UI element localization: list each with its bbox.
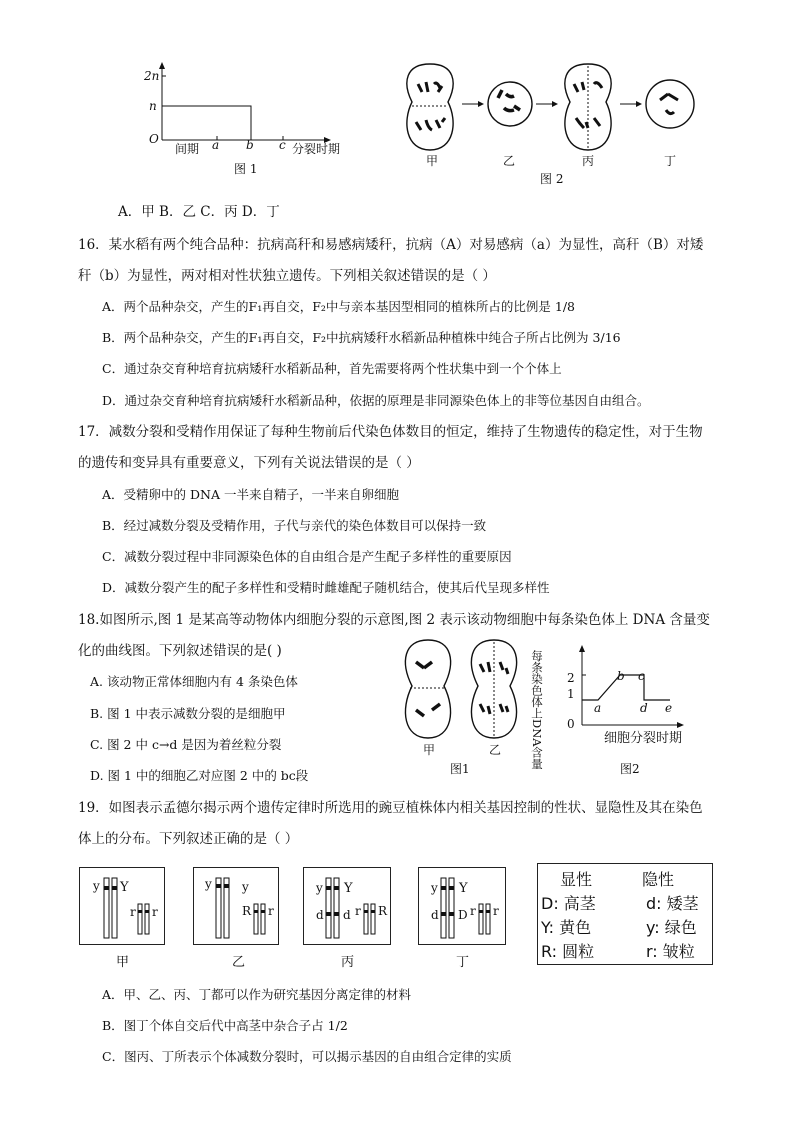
q18-fig1-cell-b: 乙 bbox=[489, 743, 502, 757]
fig1-x-a: a bbox=[212, 138, 220, 152]
fig2-cell-label-2: 乙 bbox=[503, 154, 516, 168]
q18-option-b: B. 图 1 中表示减数分裂的是细胞甲 bbox=[90, 706, 286, 721]
legend-header-dominant: 显性 bbox=[560, 870, 593, 889]
box-2-gene-2: y bbox=[242, 880, 249, 894]
q18-fig2-point-e: e bbox=[665, 701, 673, 715]
fig1-axes bbox=[155, 62, 355, 142]
q18-fig2-y1: 1 bbox=[567, 687, 575, 701]
q18-stem-line-1: 18.如图所示,图 1 是某高等动物体内细胞分裂的示意图,图 2 表示该动物细胞中每条染色体上 DNA 含量变 bbox=[78, 612, 710, 628]
q18-fig1-drawing bbox=[398, 640, 528, 740]
legend-header-recessive: 隐性 bbox=[642, 870, 675, 889]
box-4-gene-6: r bbox=[493, 904, 499, 918]
box-2-gene-3: R bbox=[242, 904, 252, 918]
fig2-cell-label-3: 丙 bbox=[582, 154, 595, 168]
q19-stem-line-2: 体上的分布。下列叙述正确的是（ ） bbox=[78, 831, 299, 847]
fig1-x-b: b bbox=[246, 138, 254, 152]
box-3-gene-6: R bbox=[378, 904, 388, 918]
q19-stem-line-1: 19．如图表示孟德尔揭示两个遗传定律时所选用的豌豆植株体内相关基因控制的性状、显隐性及其在染色 bbox=[78, 800, 703, 816]
box-4-gene-1: y bbox=[431, 881, 438, 895]
q18-fig2-point-c: c bbox=[638, 669, 645, 683]
box-1-label: 甲 bbox=[116, 955, 130, 970]
q16-option-c: C．通过杂交育种培育抗病矮秆水稻新品种，首先需要将两个性状集中到一个个体上 bbox=[102, 361, 562, 376]
q19-option-c: C．图丙、丁所表示个体减数分裂时，可以揭示基因的自由组合定律的实质 bbox=[102, 1049, 512, 1064]
box-1-gene-3: r bbox=[130, 905, 136, 919]
genotype-box-3 bbox=[303, 867, 391, 945]
q18-fig1-caption: 图1 bbox=[450, 762, 470, 776]
q17-option-a: A．受精卵中的 DNA 一半来自精子，一半来自卵细胞 bbox=[102, 487, 399, 502]
q16-option-a: A．两个品种杂交，产生的F₁再自交，F₂中与亲本基因型相同的植株所占的比例是 1/8 bbox=[102, 299, 575, 314]
box-2-label: 乙 bbox=[232, 955, 246, 970]
q18-fig2-point-d: d bbox=[640, 701, 648, 715]
fig1-origin: O bbox=[149, 132, 159, 146]
legend-row-2-recessive: y: 绿色 bbox=[646, 918, 697, 937]
q18-fig1-cell-a: 甲 bbox=[423, 743, 436, 757]
fig1-x-c: c bbox=[279, 138, 286, 152]
box-3-gene-3: d bbox=[316, 908, 324, 922]
genotype-box-2 bbox=[193, 867, 279, 945]
q19-option-a: A．甲、乙、丙、丁都可以作为研究基因分离定律的材料 bbox=[102, 987, 412, 1002]
dna-content-line bbox=[582, 675, 670, 700]
genotype-box-4 bbox=[418, 867, 506, 945]
q16-stem-line-1: 16．某水稻有两个纯合品种：抗病高秆和易感病矮秆，抗病（A）对易感病（a）为显性，高秆（B）对矮 bbox=[78, 237, 704, 253]
legend-row-1-dominant: D: 高茎 bbox=[541, 894, 596, 913]
q17-stem-line-2: 的遗传和变异具有重要意义，下列有关说法错误的是（ ） bbox=[78, 455, 420, 471]
box-1-gene-1: y bbox=[93, 879, 100, 893]
q18-fig2-y2: 2 bbox=[567, 671, 575, 685]
q18-fig2-xlabel: 细胞分裂时期 bbox=[604, 731, 683, 746]
box-4-gene-2: Y bbox=[459, 881, 468, 896]
q15-options: A．甲 B．乙 C．丙 D．丁 bbox=[118, 204, 280, 220]
fig2-caption: 图 2 bbox=[540, 172, 564, 186]
box-3-label: 丙 bbox=[341, 955, 355, 970]
q18-option-d: D. 图 1 中的细胞乙对应图 2 中的 bc段 bbox=[90, 768, 309, 783]
q18-option-c: C. 图 2 中 c→d 是因为着丝粒分裂 bbox=[90, 737, 282, 752]
box-4-gene-3: d bbox=[431, 908, 439, 922]
q18-fig2-point-b: b bbox=[617, 669, 625, 683]
q18-option-a: A. 该动物正常体细胞内有 4 条染色体 bbox=[90, 674, 298, 689]
q17-option-c: C．减数分裂过程中非同源染色体的自由组合是产生配子多样性的重要原因 bbox=[102, 549, 512, 564]
box-2-gene-4: r bbox=[268, 904, 274, 918]
fig1-x-interphase: 间期 bbox=[175, 142, 200, 156]
legend-row-3-recessive: r: 皱粒 bbox=[646, 942, 695, 961]
fig1-y-n: n bbox=[149, 99, 157, 113]
box-4-label: 丁 bbox=[456, 955, 470, 970]
box-3-gene-5: r bbox=[355, 904, 361, 918]
q18-fig2-y0: 0 bbox=[567, 717, 575, 731]
box-3-gene-1: y bbox=[316, 881, 323, 895]
legend-row-3-dominant: R: 圆粒 bbox=[541, 942, 595, 961]
legend-row-2-dominant: Y: 黄色 bbox=[541, 918, 592, 937]
fig2-cell-label-4: 丁 bbox=[664, 154, 677, 168]
q18-stem-line-2: 化的曲线图。下列叙述错误的是( ) bbox=[78, 643, 282, 659]
q17-stem-line-1: 17．减数分裂和受精作用保证了每种生物前后代染色体数目的恒定，维持了生物遗传的稳定性，对于生物 bbox=[78, 424, 703, 440]
legend-row-1-recessive: d: 矮茎 bbox=[646, 894, 699, 913]
box-3-gene-4: d bbox=[343, 908, 351, 922]
box-2-gene-1: y bbox=[205, 877, 212, 891]
box-3-gene-2: Y bbox=[344, 881, 353, 896]
q17-option-d: D．减数分裂产生的配子多样性和受精时雌雄配子随机结合，使其后代呈现多样性 bbox=[102, 580, 550, 595]
fig1-x-phase: 分裂时期 bbox=[292, 142, 341, 156]
q16-option-b: B．两个品种杂交，产生的F₁再自交，F₂中抗病矮秆水稻新品种植株中纯合子所占比例为 3/16 bbox=[102, 330, 621, 345]
q16-stem-line-2: 秆（b）为显性，两对相对性状独立遗传。下列相关叙述错误的是（ ） bbox=[78, 268, 496, 284]
q18-fig2-caption: 图2 bbox=[620, 762, 640, 776]
box-4-gene-5: r bbox=[470, 904, 476, 918]
fig1-y-2n: 2n bbox=[144, 69, 160, 83]
fig2-cell-label-1: 甲 bbox=[426, 154, 439, 168]
box-1-gene-4: r bbox=[152, 905, 158, 919]
box-4-gene-4: D bbox=[458, 908, 468, 922]
trait-legend bbox=[537, 863, 713, 965]
genotype-box-1 bbox=[79, 867, 165, 945]
fig2-cells-drawing bbox=[398, 62, 718, 162]
box-1-gene-2: Y bbox=[120, 880, 129, 895]
q16-option-d: D．通过杂交育种培育抗病矮秆水稻新品种，依据的原理是非同源染色体上的非等位基因自由组合。 bbox=[102, 393, 650, 408]
fig1-caption: 图 1 bbox=[234, 162, 258, 176]
q17-option-b: B．经过减数分裂及受精作用，子代与亲代的染色体数目可以保持一致 bbox=[102, 518, 487, 533]
q18-fig2-ylabel: 每条染色体上DNA含量 bbox=[530, 650, 544, 770]
q19-option-b: B．图丁个体自交后代中高茎中杂合子占 1/2 bbox=[102, 1018, 348, 1033]
q18-fig2-point-a: a bbox=[594, 701, 602, 715]
